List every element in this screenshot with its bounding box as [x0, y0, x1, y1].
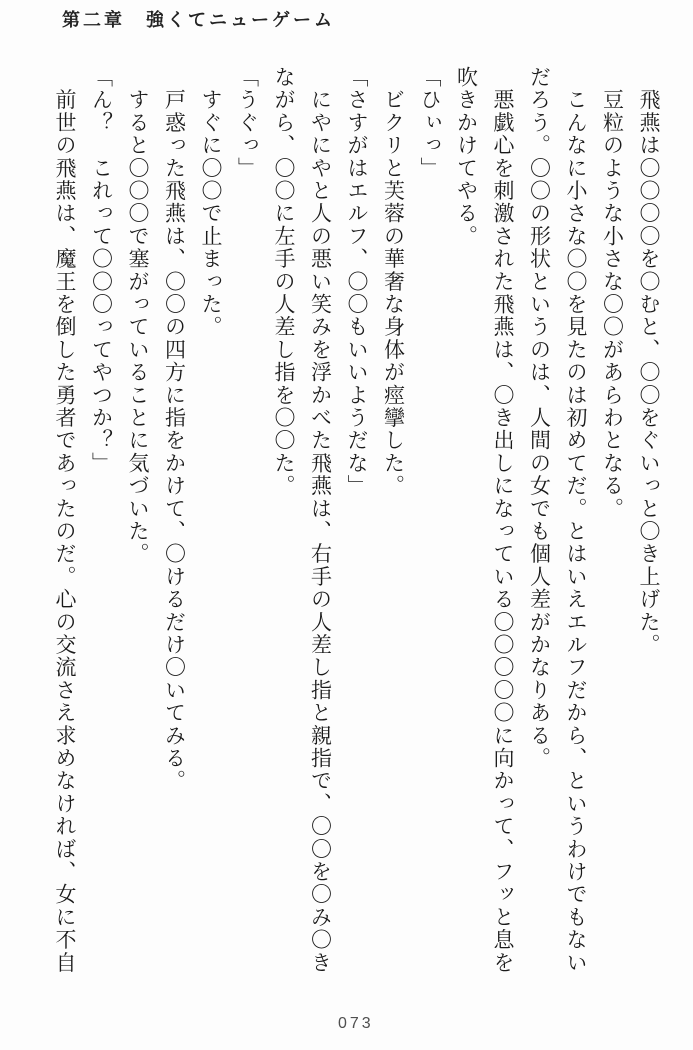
- text-paragraph: 「さすがはエルフ、〇〇もいいようだな」: [345, 66, 369, 498]
- text-paragraph: すると〇〇〇で塞がっていることに気づいた。: [126, 66, 150, 566]
- text-paragraph: 前世の飛燕は、魔王を倒した勇者であったのだ。心の交流さえ求めなければ、女に不自: [53, 66, 77, 974]
- text-paragraph: 豆粒のような小さな〇〇があらわとなる。: [600, 66, 625, 520]
- page-number: 073: [338, 1015, 374, 1032]
- text-paragraph: すぐに〇〇で止まった。: [199, 66, 223, 339]
- text-paragraph: 悪戯心を刺激された飛燕は、〇き出しになっている〇〇〇〇〇に向かって、フッと息を吹きかけてやる。: [454, 66, 515, 974]
- text-paragraph: 「うぐっ」: [235, 66, 260, 180]
- text-paragraph: こんなに小さな〇〇を見たのは初めてだ。とはいえエルフだから、というわけでもないだろう。〇〇の形状というのは、人間の女でも個人差がかなりある。: [527, 66, 588, 974]
- text-paragraph: にやにやと人の悪い笑みを浮かべた飛燕は、右手の人差し指と親指で、〇〇を〇み〇きながら、〇〇に左手の人差し指を〇〇た。: [272, 66, 333, 975]
- text-paragraph: 戸惑った飛燕は、〇〇の四方に指をかけて、〇けるだけ〇いてみる。: [162, 66, 187, 793]
- text-paragraph: 「ん？ これって〇〇〇ってやつか？」: [89, 66, 114, 475]
- body-text: [45, 66, 667, 978]
- text-paragraph: 「ひぃっ」: [418, 66, 442, 180]
- text-paragraph: 飛燕は〇〇〇〇を〇むと、〇〇をぐいっと〇き上げた。: [637, 66, 661, 657]
- chapter-header: 第二章 強くてニューゲーム: [62, 10, 335, 30]
- text-paragraph: ビクリと芙蓉の華奢な身体が痙攣した。: [381, 66, 406, 498]
